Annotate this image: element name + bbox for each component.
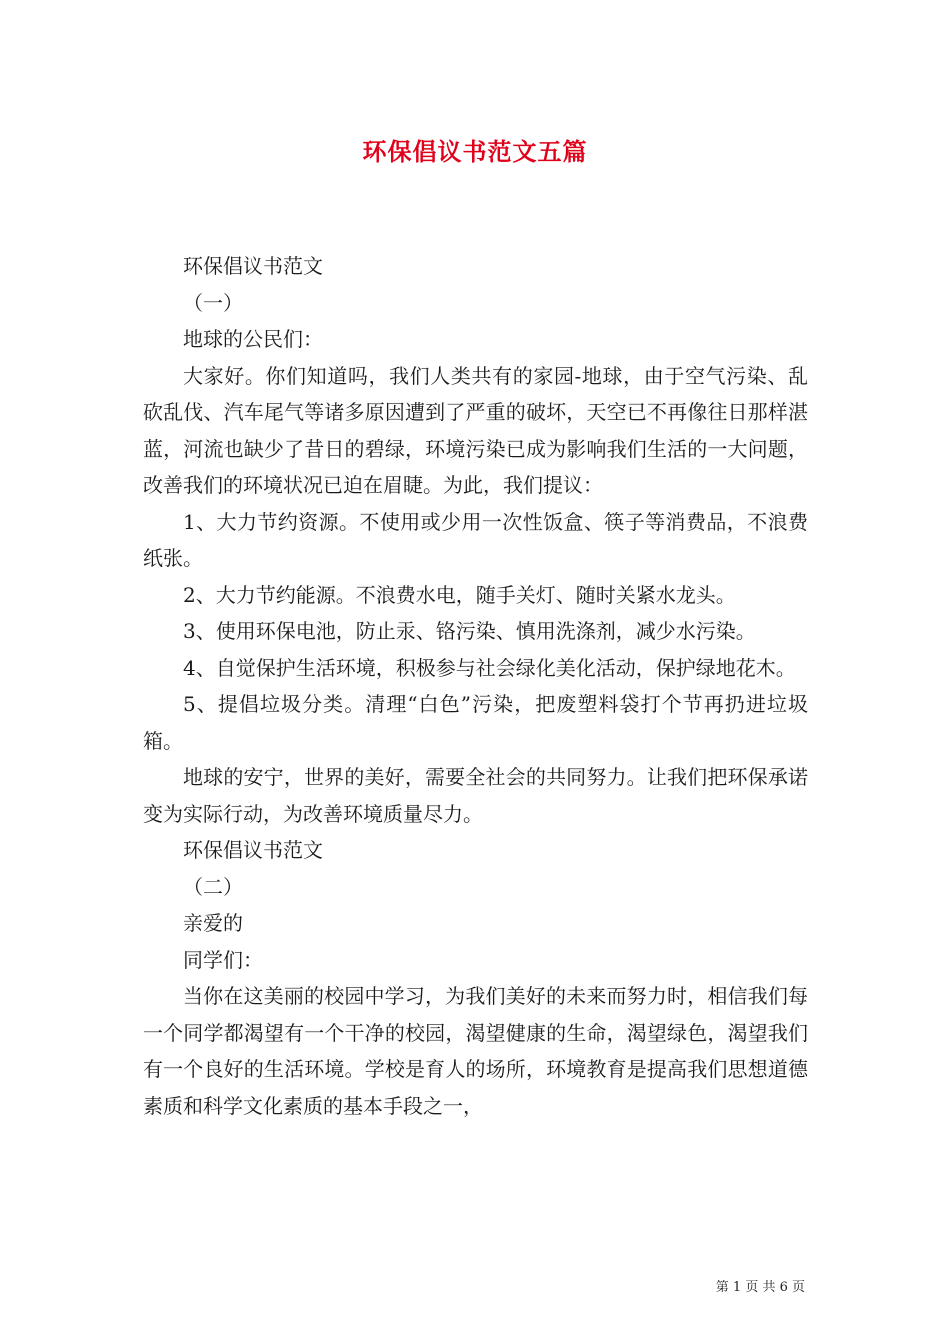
salutation: 地球的公民们：	[183, 327, 323, 351]
page-number: 第 1 页 共 6 页	[715, 1280, 805, 1295]
section-number: （二）	[183, 874, 243, 899]
proposal-item: 3、使用环保电池，防止汞、铬污染、慎用洗涤剂，减少水污染。	[183, 619, 756, 643]
paragraph: 地球的安宁，世界的美好，需要全社会的共同努力。让我们把环保承诺变为实际行动，为改善环境质量尽力。	[143, 765, 808, 826]
proposal-item: 4、自觉保护生活环境，积极参与社会绿化美化活动，保护绿地花木。	[183, 655, 796, 680]
section-heading: 环保倡议书范文	[183, 838, 323, 862]
proposal-item: 1、大力节约资源。不使用或少用一次性饭盒、筷子等消费品，不浪费纸张。	[143, 509, 808, 570]
salutation: 亲爱的	[183, 911, 243, 935]
salutation: 同学们：	[183, 947, 263, 972]
document-body	[143, 248, 808, 1124]
document-title: 环保倡议书范文五篇	[362, 137, 588, 166]
proposal-item: 5、提倡垃圾分类。清理“白色”污染，把废塑料袋打个节再扔进垃圾箱。	[143, 692, 808, 753]
paragraph: 大家好。你们知道吗，我们人类共有的家园-地球，由于空气污染、乱砍乱伐、汽车尾气等诸多原因遭到了严重的破坏，天空已不再像往日那样湛蓝，河流也缺少了昔日的碧绿，环境污染已成为影响我们生活的一大问题，改善我们的环境状况已迫在眉睫。为此，我们提议：	[143, 363, 808, 497]
section-number: （一）	[183, 290, 243, 315]
paragraph: 当你在这美丽的校园中学习，为我们美好的未来而努力时，相信我们每一个同学都渴望有一个干净的校园，渴望健康的生命，渴望绿色，渴望我们有一个良好的生活环境。学校是育人的场所，环境教育是提高我们思想道德素质和科学文化素质的基本手段之一，	[143, 984, 808, 1118]
proposal-item: 2、大力节约能源。不浪费水电，随手关灯、随时关紧水龙头。	[183, 582, 736, 607]
section-heading: 环保倡议书范文	[183, 254, 323, 278]
